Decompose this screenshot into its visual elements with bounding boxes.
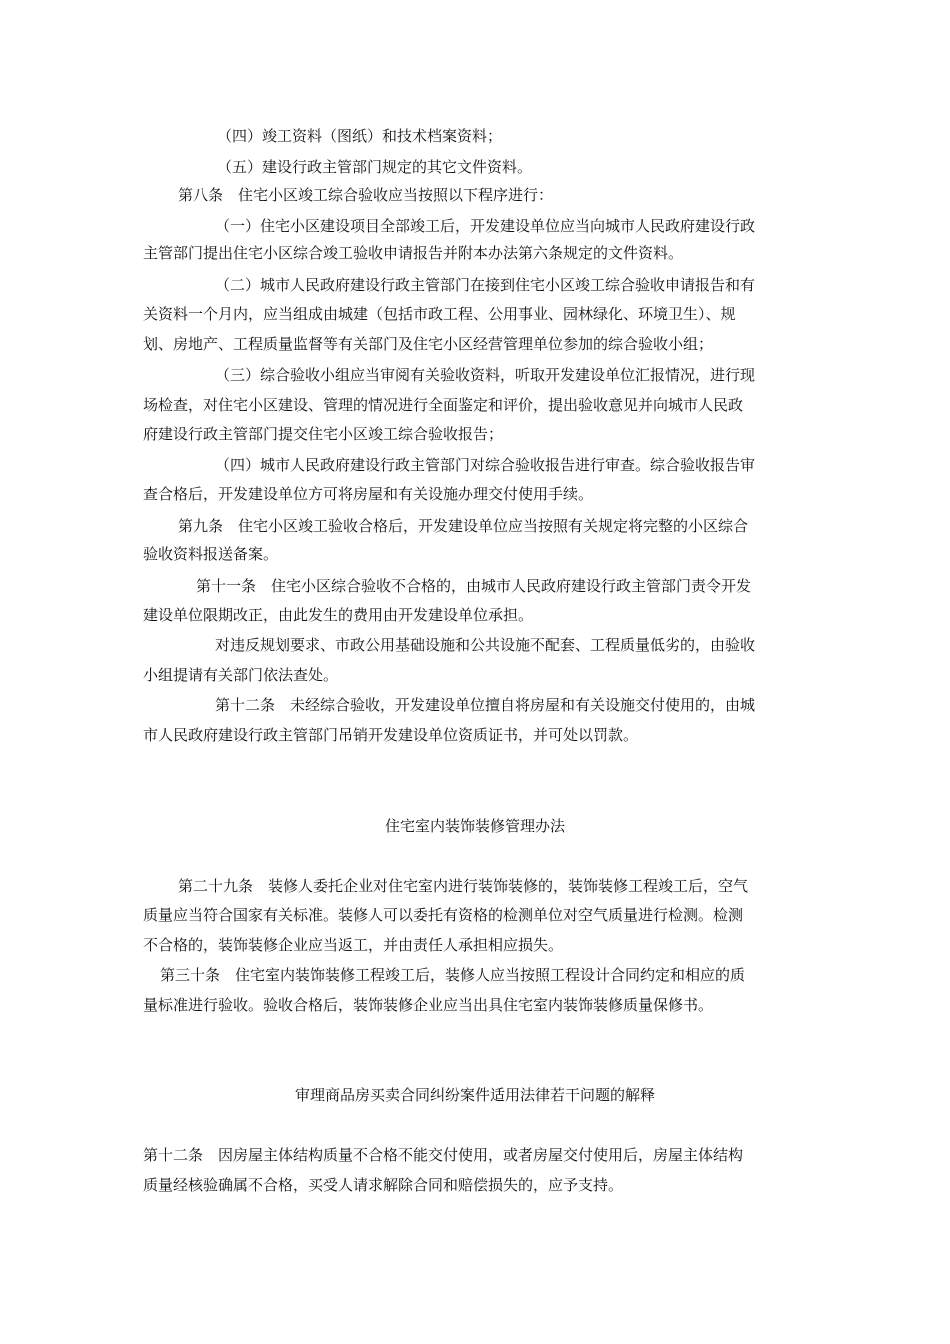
article-12-interpretation-heading: 第十二条 因房屋主体结构质量不合格不能交付使用，或者房屋交付使用后，房屋主体结构 — [143, 1146, 744, 1164]
text-line: 府建设行政主管部门提交住宅小区竣工综合验收报告； — [143, 425, 504, 443]
article-9-heading: 第九条 住宅小区竣工验收合格后，开发建设单位应当按照有关规定将完整的小区综合 — [178, 517, 749, 535]
article-11-heading: 第十一条 住宅小区综合验收不合格的，由城市人民政府建设行政主管部门责令开发 — [196, 577, 752, 595]
text-line: 对违反规划要求、市政公用基础设施和公共设施不配套、工程质量低劣的，由验收 — [215, 636, 756, 654]
text-line: 小组提请有关部门依法查处。 — [143, 666, 339, 684]
text-line: 质量经核验确属不合格，买受人请求解除合同和赔偿损失的，应予支持。 — [143, 1176, 624, 1194]
text-line: （二）城市人民政府建设行政主管部门在接到住宅小区竣工综合验收申请报告和有 — [215, 276, 756, 294]
text-line: （四）城市人民政府建设行政主管部门对综合验收报告进行审查。综合验收报告审 — [215, 456, 756, 474]
section-title: 住宅室内装饰装修管理办法 — [384, 817, 565, 835]
text-line: （四）竣工资料（图纸）和技术档案资料； — [217, 127, 503, 145]
article-8-heading: 第八条 住宅小区竣工综合验收应当按照以下程序进行： — [178, 186, 554, 204]
text-line: 建设单位限期改正，由此发生的费用由开发建设单位承担。 — [143, 606, 534, 624]
text-line: 不合格的，装饰装修企业应当返工，并由责任人承担相应损失。 — [143, 936, 564, 954]
text-line: 划、房地产、工程质量监督等有关部门及住宅小区经营管理单位参加的综合验收小组； — [143, 335, 714, 353]
text-line: 验收资料报送备案。 — [143, 545, 279, 563]
text-line: 关资料一个月内，应当组成由城建（包括市政工程、公用事业、园林绿化、环境卫生）、规 — [143, 305, 736, 323]
text-line: （一）住宅小区建设项目全部竣工后，开发建设单位应当向城市人民政府建设行政 — [215, 217, 756, 235]
article-30-heading: 第三十条 住宅室内装饰装修工程竣工后，装修人应当按照工程设计合同约定和相应的质 — [160, 966, 746, 984]
text-line: 主管部门提出住宅小区综合竣工验收申请报告并附本办法第六条规定的文件资料。 — [143, 244, 684, 262]
text-line: 查合格后，开发建设单位方可将房屋和有关设施办理交付使用手续。 — [143, 485, 594, 503]
text-line: （五）建设行政主管部门规定的其它文件资料。 — [217, 158, 533, 176]
article-29-heading: 第二十九条 装修人委托企业对住宅室内进行装饰装修的，装饰装修工程竣工后，空气 — [178, 877, 749, 895]
section-title: 审理商品房买卖合同纠纷案件适用法律若干问题的解释 — [294, 1086, 655, 1104]
article-12-heading: 第十二条 未经综合验收，开发建设单位擅自将房屋和有关设施交付使用的，由城 — [215, 696, 756, 714]
text-line: （三）综合验收小组应当审阅有关验收资料，听取开发建设单位汇报情况，进行现 — [215, 366, 756, 384]
text-line: 市人民政府建设行政主管部门吊销开发建设单位资质证书，并可处以罚款。 — [143, 726, 639, 744]
text-line: 质量应当符合国家有关标准。装修人可以委托有资格的检测单位对空气质量进行检测。检测 — [143, 906, 744, 924]
text-line: 量标准进行验收。验收合格后，装饰装修企业应当出具住宅室内装饰装修质量保修书。 — [143, 996, 714, 1014]
text-line: 场检查，对住宅小区建设、管理的情况进行全面鉴定和评价，提出验收意见并向城市人民政 — [143, 396, 744, 414]
